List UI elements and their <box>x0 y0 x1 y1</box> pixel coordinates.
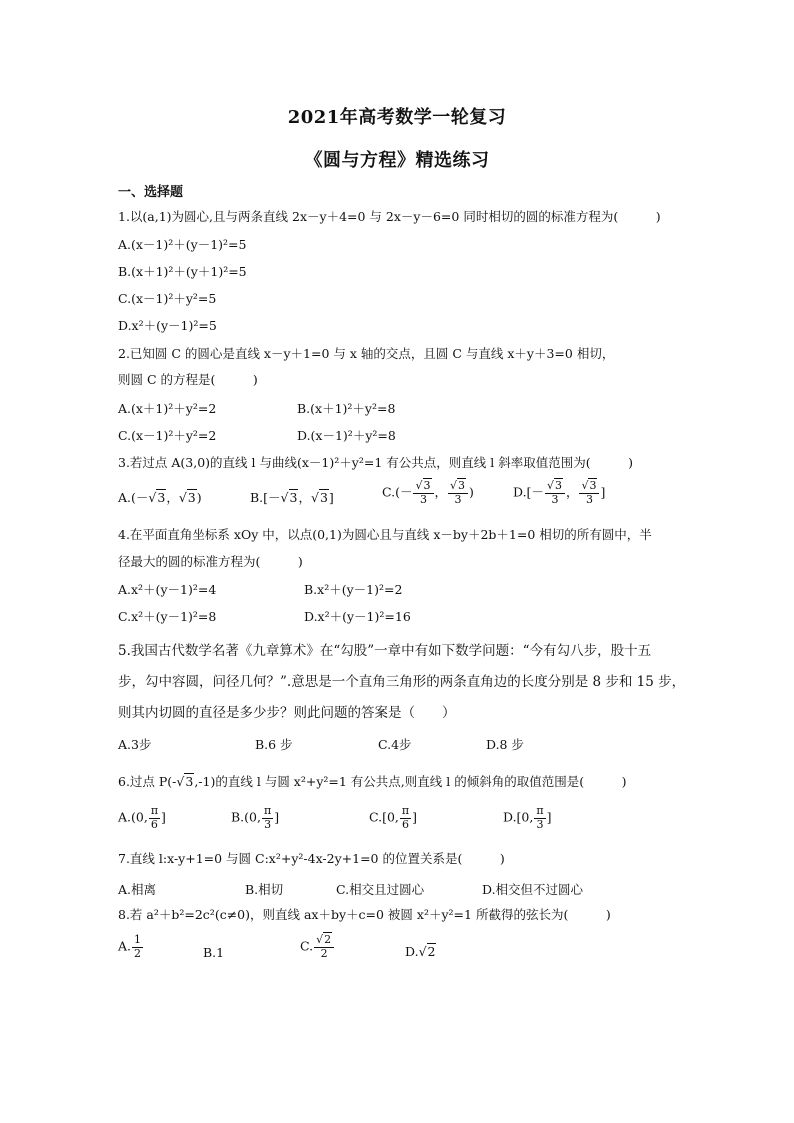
q3d-sep: ， <box>565 484 579 500</box>
fraction: $\frac{√3}{3}$ <box>579 480 599 506</box>
question-3-option-a <box>118 492 202 505</box>
question-2-option-a: A.(x＋1)²＋y²=2 <box>118 401 217 416</box>
question-3-option-d <box>513 480 605 506</box>
q3c-prefix: C.(－ <box>382 484 413 500</box>
question-1-stem: 1.以(a,1)为圆心,且与两条直线 2x－y＋4=0 与 2x－y－6=0 同时相切的圆的标准方程为( ) <box>118 209 661 224</box>
question-7-option-c: C.相交且过圆心 <box>336 882 425 897</box>
fraction: $\frac{\pi}{6}$ <box>401 804 410 831</box>
q3d-suffix: ] <box>600 484 606 500</box>
q3a-prefix: A.(－ <box>118 490 149 505</box>
question-3-option-b <box>250 492 334 505</box>
question-6-stem: 6.过点 P(-√3,-1)的直线 l 与圆 x²+y²=1 有公共点,则直线 l 的倾斜角的取值范围是( ) <box>118 774 627 789</box>
question-2-option-d: D.(x－1)²＋y²=8 <box>297 428 396 443</box>
question-4-option-c: C.x²＋(y－1)²=8 <box>118 609 217 624</box>
question-8-option-d: D.√2 <box>405 944 436 959</box>
fraction: $\frac{√3}{3}$ <box>413 480 433 506</box>
fraction: $\frac{√3}{3}$ <box>545 480 565 506</box>
q3b-sep: ， <box>298 490 311 505</box>
q3c-suffix: ) <box>469 484 474 500</box>
fraction: $\frac{\pi}{3}$ <box>263 804 272 831</box>
question-4-option-a: A.x²＋(y－1)²=4 <box>118 582 217 597</box>
sqrt-symbol: √2 <box>418 944 436 959</box>
question-8-option-b: B.1 <box>203 945 225 960</box>
sqrt-symbol: √3 <box>176 774 194 789</box>
fraction: $\frac{√3}{3}$ <box>448 480 468 506</box>
sqrt-symbol: √3 <box>280 490 298 505</box>
question-5-option-c: C.4步 <box>378 737 412 752</box>
question-5-option-b: B.6 步 <box>255 737 293 752</box>
question-4-option-b: B.x²＋(y－1)²=2 <box>304 582 403 597</box>
section-heading: 一、选择题 <box>118 185 184 200</box>
q3a-suffix: ) <box>196 490 202 505</box>
question-6-option-a: A.(0, $\frac{\pi}{6}$ ] <box>118 804 166 831</box>
sqrt-symbol: √3 <box>148 490 166 505</box>
question-1-option-b: B.(x＋1)²＋(y＋1)²=5 <box>118 264 247 279</box>
question-7-option-b: B.相切 <box>245 882 284 897</box>
question-1-option-c: C.(x－1)²＋y²=5 <box>118 291 217 306</box>
question-5-stem-line1: 5.我国古代数学名著《九章算术》在“勾股”一章中有如下数学问题：“今有勾八步，股十五 <box>118 643 652 659</box>
question-4-option-d: D.x²＋(y－1)²=16 <box>304 609 411 624</box>
question-2-stem-line2: 则圆 C 的方程是( ) <box>118 372 258 387</box>
fraction: $\frac{\pi}{3}$ <box>536 804 544 831</box>
question-6-option-b: B.(0, $\frac{\pi}{3}$ ] <box>231 804 280 831</box>
question-2-option-b: B.(x＋1)²＋y²=8 <box>297 401 396 416</box>
question-1-option-a: A.(x－1)²＋(y－1)²=5 <box>118 237 247 252</box>
question-3-option-c <box>382 480 474 506</box>
question-2-stem-line1: 2.已知圆 C 的圆心是直线 x－y＋1=0 与 x 轴的交点，且圆 C 与直线 x＋y＋3=0 相切， <box>118 346 615 361</box>
question-5-stem-line3: 则其内切圆的直径是多少步？则此问题的答案是（ ） <box>118 705 456 721</box>
q3b-prefix: B.[－ <box>250 490 281 505</box>
question-4-stem-line1: 4.在平面直角坐标系 xOy 中，以点(0,1)为圆心且与直线 x－by＋2b＋1=0 相切的所有圆中，半 <box>118 527 652 542</box>
q3b-suffix: ] <box>328 490 334 505</box>
question-3-stem: 3.若过点 A(3,0)的直线 l 与曲线(x－1)²＋y²=1 有公共点，则直线 l 斜率取值范围为( ) <box>118 455 633 470</box>
question-2-option-c: C.(x－1)²＋y²=2 <box>118 428 217 443</box>
question-8-stem: 8.若 a²＋b²=2c²(c≠0)，则直线 ax＋by＋c=0 被圆 x²＋y²=1 所截得的弦长为( ) <box>118 907 611 922</box>
question-4-stem-line2: 径最大的圆的标准方程为( ) <box>118 554 303 569</box>
question-8-option-c: C. $\frac{√2}{2}$ <box>300 934 335 960</box>
q3c-sep: ， <box>434 484 448 500</box>
question-6-option-c: C.[0, $\frac{\pi}{6}$ ] <box>369 804 418 831</box>
question-1-option-d: D.x²＋(y－1)²=5 <box>118 318 217 333</box>
fraction: $\frac{√2}{2}$ <box>314 934 334 960</box>
fraction: $\frac{\pi}{6}$ <box>150 804 159 831</box>
question-5-stem-line2: 步，勾中容圆，问径几何？”.意思是一个直角三角形的两条直角边的长度分别是 8 步和 15 步， <box>118 674 686 690</box>
q3d-prefix: D.[－ <box>513 484 544 500</box>
question-5-option-a: A.3步 <box>118 737 152 752</box>
document-title: 2021年高考数学一轮复习 <box>287 107 507 128</box>
question-5-option-d: D.8 步 <box>486 737 524 752</box>
sqrt-symbol: √3 <box>178 490 196 505</box>
question-7-stem: 7.直线 l:x-y+1=0 与圆 C:x²+y²-4x-2y+1=0 的位置关系是( ) <box>118 851 505 866</box>
question-7-option-d: D.相交但不过圆心 <box>482 882 584 897</box>
document-subtitle: 《圆与方程》精选练习 <box>304 150 490 171</box>
q3a-sep: ， <box>166 490 179 505</box>
question-8-option-a: A. $\frac{1}{2}$ <box>118 933 142 960</box>
fraction: $\frac{1}{2}$ <box>134 933 142 960</box>
question-6-option-d: D.[0, $\frac{\pi}{3}$ ] <box>503 804 552 831</box>
question-7-option-a: A.相离 <box>118 882 157 897</box>
sqrt-symbol: √3 <box>310 490 328 505</box>
